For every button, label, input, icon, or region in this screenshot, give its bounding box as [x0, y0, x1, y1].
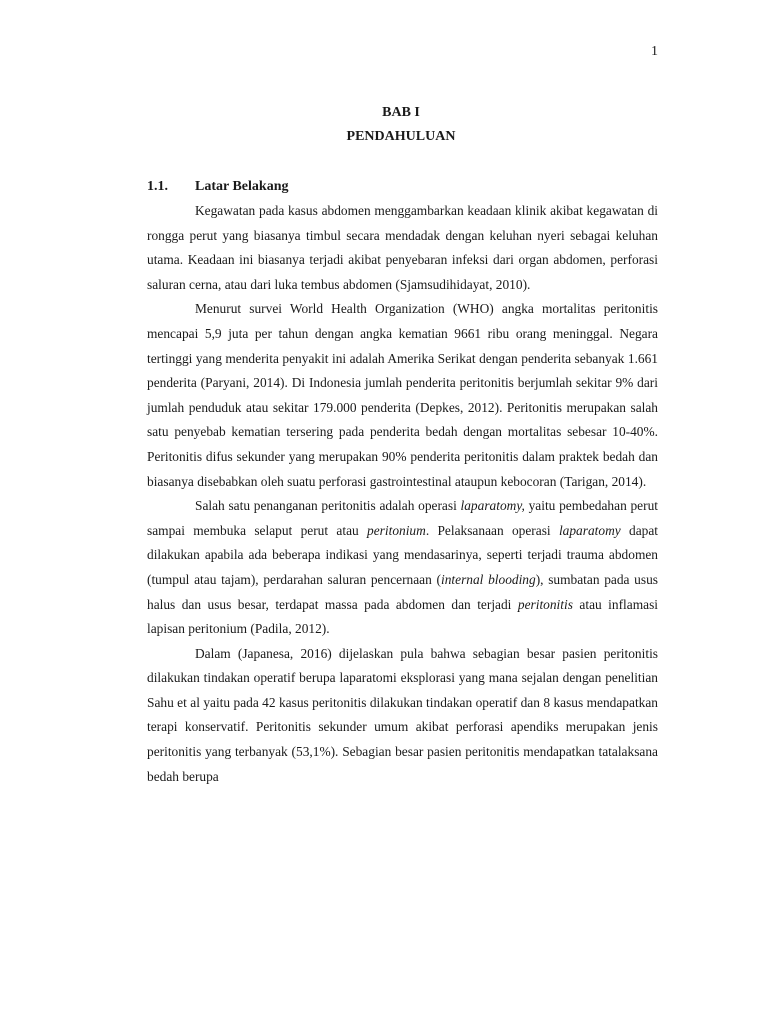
paragraph-3-italic-2: peritonium	[367, 522, 426, 538]
body-text	[147, 199, 658, 789]
page-number: 1	[651, 44, 658, 59]
paragraph-3-italic-3: laparatomy	[558, 522, 621, 538]
paragraph-3	[147, 494, 658, 642]
section-number: 1.1.	[147, 179, 168, 194]
paragraph-4-text: Dalam (Japanesa, 2016) dijelaskan pula bahwa sebagian besar pasien peritonitis dilakukan tindakan operatif berupa laparatomi eksplorasi yang mana sejalan dengan penelitian Sahu et al yaitu pada 42 kasus peritonitis dilakukan tindakan operatif dan 8 kasus mendapatkan terapi konservatif. Peritonitis sekunder umum akibat perforasi apendiks merupakan jenis peritonitis yang terbanyak (53,1%). Sebagian besar pasien peritonitis mendapatkan tatalaksana bedah berupa	[147, 645, 658, 784]
paragraph-1	[147, 199, 658, 297]
paragraph-3-text-2: yaitu pembedahan perut sampai membuka selaput perut atau	[147, 498, 658, 538]
paragraph-3-italic-5: peritonitis	[517, 596, 573, 612]
paragraph-2-text: Menurut survei World Health Organization (WHO) angka mortalitas peritonitis mencapai 5,9 juta per tahun dengan angka kematian 9661 ribu orang meninggal. Negara tertinggi yang menderita penyakit ini adalah Amerika Serikat dengan penderita sebanyak 1.661 penderita (Paryani, 2014). Di Indonesia jumlah penderita peritonitis berjumlah sekitar 9% dari jumlah penduduk atau sekitar 179.000 penderita (Depkes, 2012). Peritonitis merupakan salah satu penyebab kematian tersering pada penderita bedah dengan mortalitas sebesar 10-40%. Peritonitis difus sekunder yang merupakan 90% penderita peritonitis dalam praktek bedah dan biasanya disebabkan oleh suatu perforasi gastrointestinal ataupun kebocoran (Tarigan, 2014).	[147, 301, 658, 489]
chapter-label: BAB I	[382, 105, 420, 120]
paragraph-3-text-4: dapat dilakukan apabila ada beberapa indikasi yang mendasarinya, seperti terjadi trauma abdomen (tumpul atau tajam), perdarahan saluran pencernaan (	[147, 522, 658, 587]
paragraph-2	[147, 297, 658, 494]
paragraph-3-italic-4: internal blooding	[440, 571, 536, 587]
paragraph-4	[147, 642, 658, 790]
paragraph-3-italic-1: laparatomy,	[460, 498, 525, 514]
paragraph-3-text-3: . Pelaksanaan operasi	[425, 522, 559, 538]
chapter-title: PENDAHULUAN	[346, 129, 456, 144]
section-title: Latar Belakang	[195, 179, 289, 194]
paragraph-3-text-5: ), sumbatan pada usus halus dan usus besar, terdapat massa pada abdomen dan terjadi	[147, 571, 658, 612]
paragraph-1-text: Kegawatan pada kasus abdomen menggambarkan keadaan klinik akibat kegawatan di rongga perut yang biasanya timbul secara mendadak dengan keluhan nyeri sebagai keluhan utama. Keadaan ini biasanya terjadi akibat penyebaran infeksi dari organ abdomen, perforasi saluran cerna, atau dari luka tembus abdomen (Sjamsudihidayat, 2010).	[147, 203, 658, 292]
paragraph-3-text-6: atau inflamasi lapisan peritonium (Padila, 2012).	[147, 596, 658, 637]
paragraph-3-text-1: Salah satu penanganan peritonitis adalah operasi	[195, 498, 461, 514]
section-heading	[147, 179, 288, 195]
